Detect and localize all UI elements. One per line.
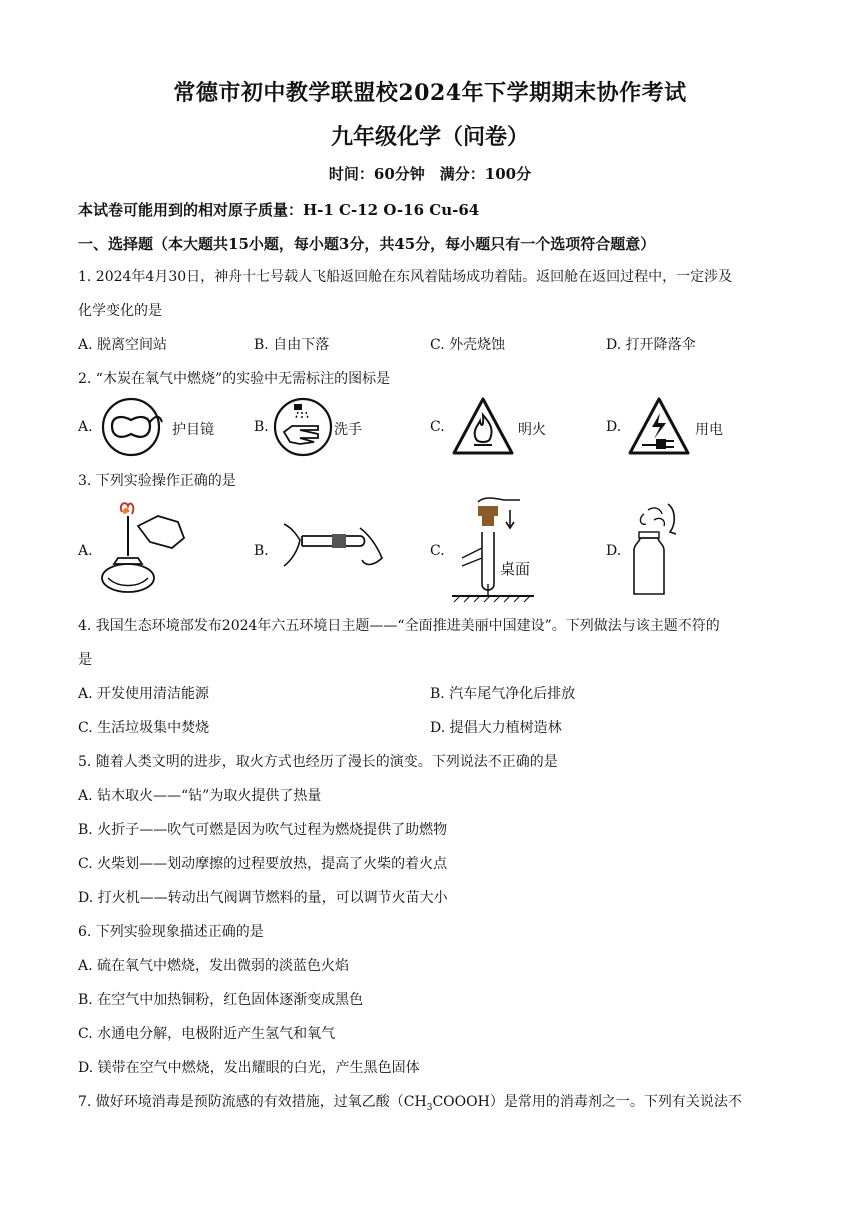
q5-option-a: A. 钻木取火——“钻”为取火提供了热量: [78, 788, 322, 804]
q1-stem-line1: 1. 2024年4月30日，神舟十七号载人飞船返回舱在东风着陆场成功着陆。返回舱在返回过程中，一定涉及: [78, 269, 733, 285]
q5-option-c: C. 火柴划——划动摩擦的过程要放热，提高了火柴的着火点: [78, 856, 448, 872]
q2-label-c: 明火: [518, 422, 546, 438]
q4-option-c: C. 生活垃圾集中焚烧: [78, 720, 210, 736]
goggles-icon: [100, 396, 166, 462]
q4-option-b: B. 汽车尾气净化后排放: [430, 686, 576, 702]
q7-stem-pre: 7. 做好环境消毒是预防流感的有效措施，过氧乙酸（CH: [78, 1094, 427, 1110]
q3-stem: 3. 下列实验操作正确的是: [78, 473, 236, 489]
stopper-press-icon: [448, 492, 538, 608]
q6-option-d: D. 镁带在空气中燃烧，发出耀眼的白光，产生黑色固体: [78, 1060, 420, 1076]
hand-wash-icon: [272, 396, 334, 462]
q4-stem-line1: 4. 我国生态环境部发布2024年六五环境日主题——“全面推进美丽中国建设”。下列做法与该主题不符的: [78, 618, 720, 634]
q2-label-d: 用电: [695, 422, 723, 438]
q4-option-d: D. 提倡大力植树造林: [430, 720, 562, 736]
q3-letter-d: D.: [606, 543, 622, 559]
q1-stem-line2: 化学变化的是: [78, 303, 162, 319]
exam-title: 常德市初中教学联盟校2024年下学期期末协作考试: [173, 80, 687, 106]
q6-option-b: B. 在空气中加热铜粉，红色固体逐渐变成黑色: [78, 992, 364, 1008]
q7-stem: [78, 1091, 742, 1113]
q3-letter-a: A.: [78, 543, 93, 559]
q5-option-d: D. 打火机——转动出气阀调节燃料的量，可以调节火苗大小: [78, 890, 448, 906]
q1-option-a: A. 脱离空间站: [78, 337, 168, 353]
desk-label: 桌面: [500, 560, 531, 578]
q2-letter-a: A.: [78, 419, 93, 435]
q6-option-a: A. 硫在氧气中燃烧，发出微弱的淡蓝色火焰: [78, 958, 350, 974]
q5-option-b: B. 火折子——吹气可燃是因为吹气过程为燃烧提供了助燃物: [78, 822, 448, 838]
q4-option-a: A. 开发使用清洁能源: [78, 686, 210, 702]
exam-meta: 时间：60分钟 满分：100分: [328, 165, 532, 183]
smelling-bottle-icon: [624, 500, 684, 604]
q7-stem-sub: 3: [426, 1102, 433, 1113]
q1-option-d: D. 打开降落伞: [606, 337, 696, 353]
q3-letter-c: C.: [430, 543, 445, 559]
q2-label-b: 洗手: [334, 422, 362, 438]
open-flame-icon: [450, 395, 516, 463]
q2-letter-c: C.: [430, 419, 445, 435]
q3-letter-b: B.: [254, 543, 269, 559]
alcohol-lamp-lighting-icon: [98, 498, 190, 602]
q2-letter-b: B.: [254, 419, 269, 435]
q7-stem-post: COOOH）是常用的消毒剂之一。下列有关说法不: [432, 1094, 742, 1110]
section-heading: 一、选择题（本大题共15小题，每小题3分，共45分，每小题只有一个选项符合题意）: [78, 235, 656, 253]
q1-option-c: C. 外壳烧蚀: [430, 337, 506, 353]
q1-option-b: B. 自由下落: [254, 337, 330, 353]
q2-letter-d: D.: [606, 419, 622, 435]
exam-subtitle: 九年级化学（问卷）: [330, 124, 529, 150]
atomic-mass-note: 本试卷可能用到的相对原子质量：H-1 C-12 O-16 Cu-64: [78, 201, 480, 219]
q5-stem: 5. 随着人类文明的进步，取火方式也经历了漫长的演变。下列说法不正确的是: [78, 754, 558, 770]
q2-label-a: 护目镜: [172, 422, 214, 438]
electricity-icon: [626, 395, 692, 463]
q6-option-c: C. 水通电分解，电极附近产生氢气和氧气: [78, 1026, 336, 1042]
test-tube-holding-icon: [276, 514, 388, 584]
q2-stem: 2. “木炭在氧气中燃烧”的实验中无需标注的图标是: [78, 371, 391, 387]
q6-stem: 6. 下列实验现象描述正确的是: [78, 924, 264, 940]
q4-stem-line2: 是: [78, 652, 92, 668]
